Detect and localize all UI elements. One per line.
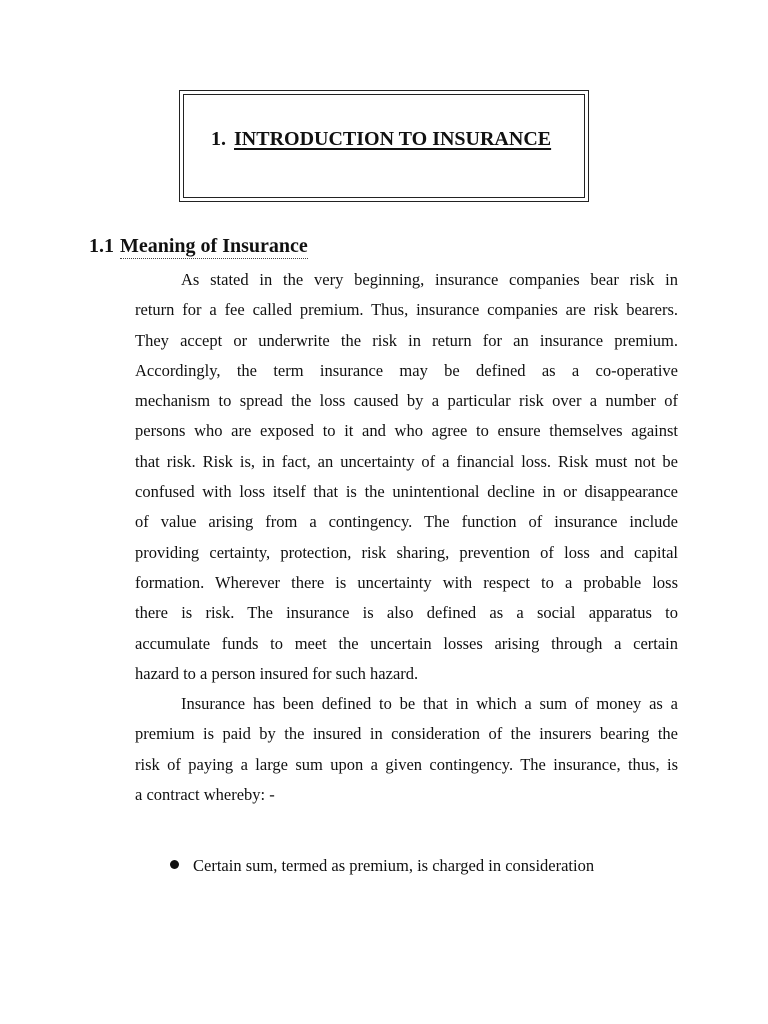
chapter-number: 1. — [211, 128, 226, 150]
paragraph-line: return for a fee called premium. Thus, insurance companies are risk bearers. — [135, 300, 678, 320]
bullet-dot-icon — [170, 860, 179, 869]
paragraph-line: of value arising from a contingency. The function of insurance include — [135, 512, 678, 532]
paragraph-line: persons who are exposed to it and who agree to ensure themselves against — [135, 421, 678, 441]
paragraph-line: a contract whereby: - — [135, 784, 275, 804]
paragraph-line: providing certainty, protection, risk sharing, prevention of loss and capital — [135, 542, 678, 562]
paragraph-line: accumulate funds to meet the uncertain losses arising through a certain — [135, 633, 678, 653]
bullet-list-item — [170, 851, 594, 881]
section-heading — [89, 235, 308, 258]
paragraph-line: They accept or underwrite the risk in return for an insurance premium. — [135, 330, 678, 350]
paragraph-line: premium is paid by the insured in consideration of the insurers bearing the — [135, 724, 678, 744]
paragraph-line: Accordingly, the term insurance may be defined as a co-operative — [135, 360, 678, 380]
bullet-text: Certain sum, termed as premium, is charged in consideration — [193, 856, 595, 875]
chapter-title-text: INTRODUCTION TO INSURANCE — [234, 128, 552, 150]
paragraph-line: mechanism to spread the loss caused by a particular risk over a number of — [135, 391, 678, 411]
paragraph-line: that risk. Risk is, in fact, an uncertainty of a financial loss. Risk must not be — [135, 451, 678, 471]
chapter-title — [211, 128, 551, 151]
paragraph-1 — [135, 265, 678, 689]
paragraph-line: formation. Wherever there is uncertainty with respect to a probable loss — [135, 572, 678, 592]
paragraph-line: As stated in the very beginning, insurance companies bear risk in — [181, 270, 678, 289]
paragraph-line: Insurance has been defined to be that in which a sum of money as a — [181, 694, 678, 713]
paragraph-line: hazard to a person insured for such hazard. — [135, 663, 419, 683]
paragraph-2 — [135, 689, 678, 810]
section-number: 1.1 — [89, 235, 114, 257]
section-title: Meaning of Insurance — [120, 235, 308, 257]
paragraph-line: confused with loss itself that is the unintentional decline in or disappearance — [135, 482, 678, 502]
paragraph-line: there is risk. The insurance is also defined as a social apparatus to — [135, 603, 678, 623]
paragraph-line: risk of paying a large sum upon a given contingency. The insurance, thus, is — [135, 754, 678, 774]
